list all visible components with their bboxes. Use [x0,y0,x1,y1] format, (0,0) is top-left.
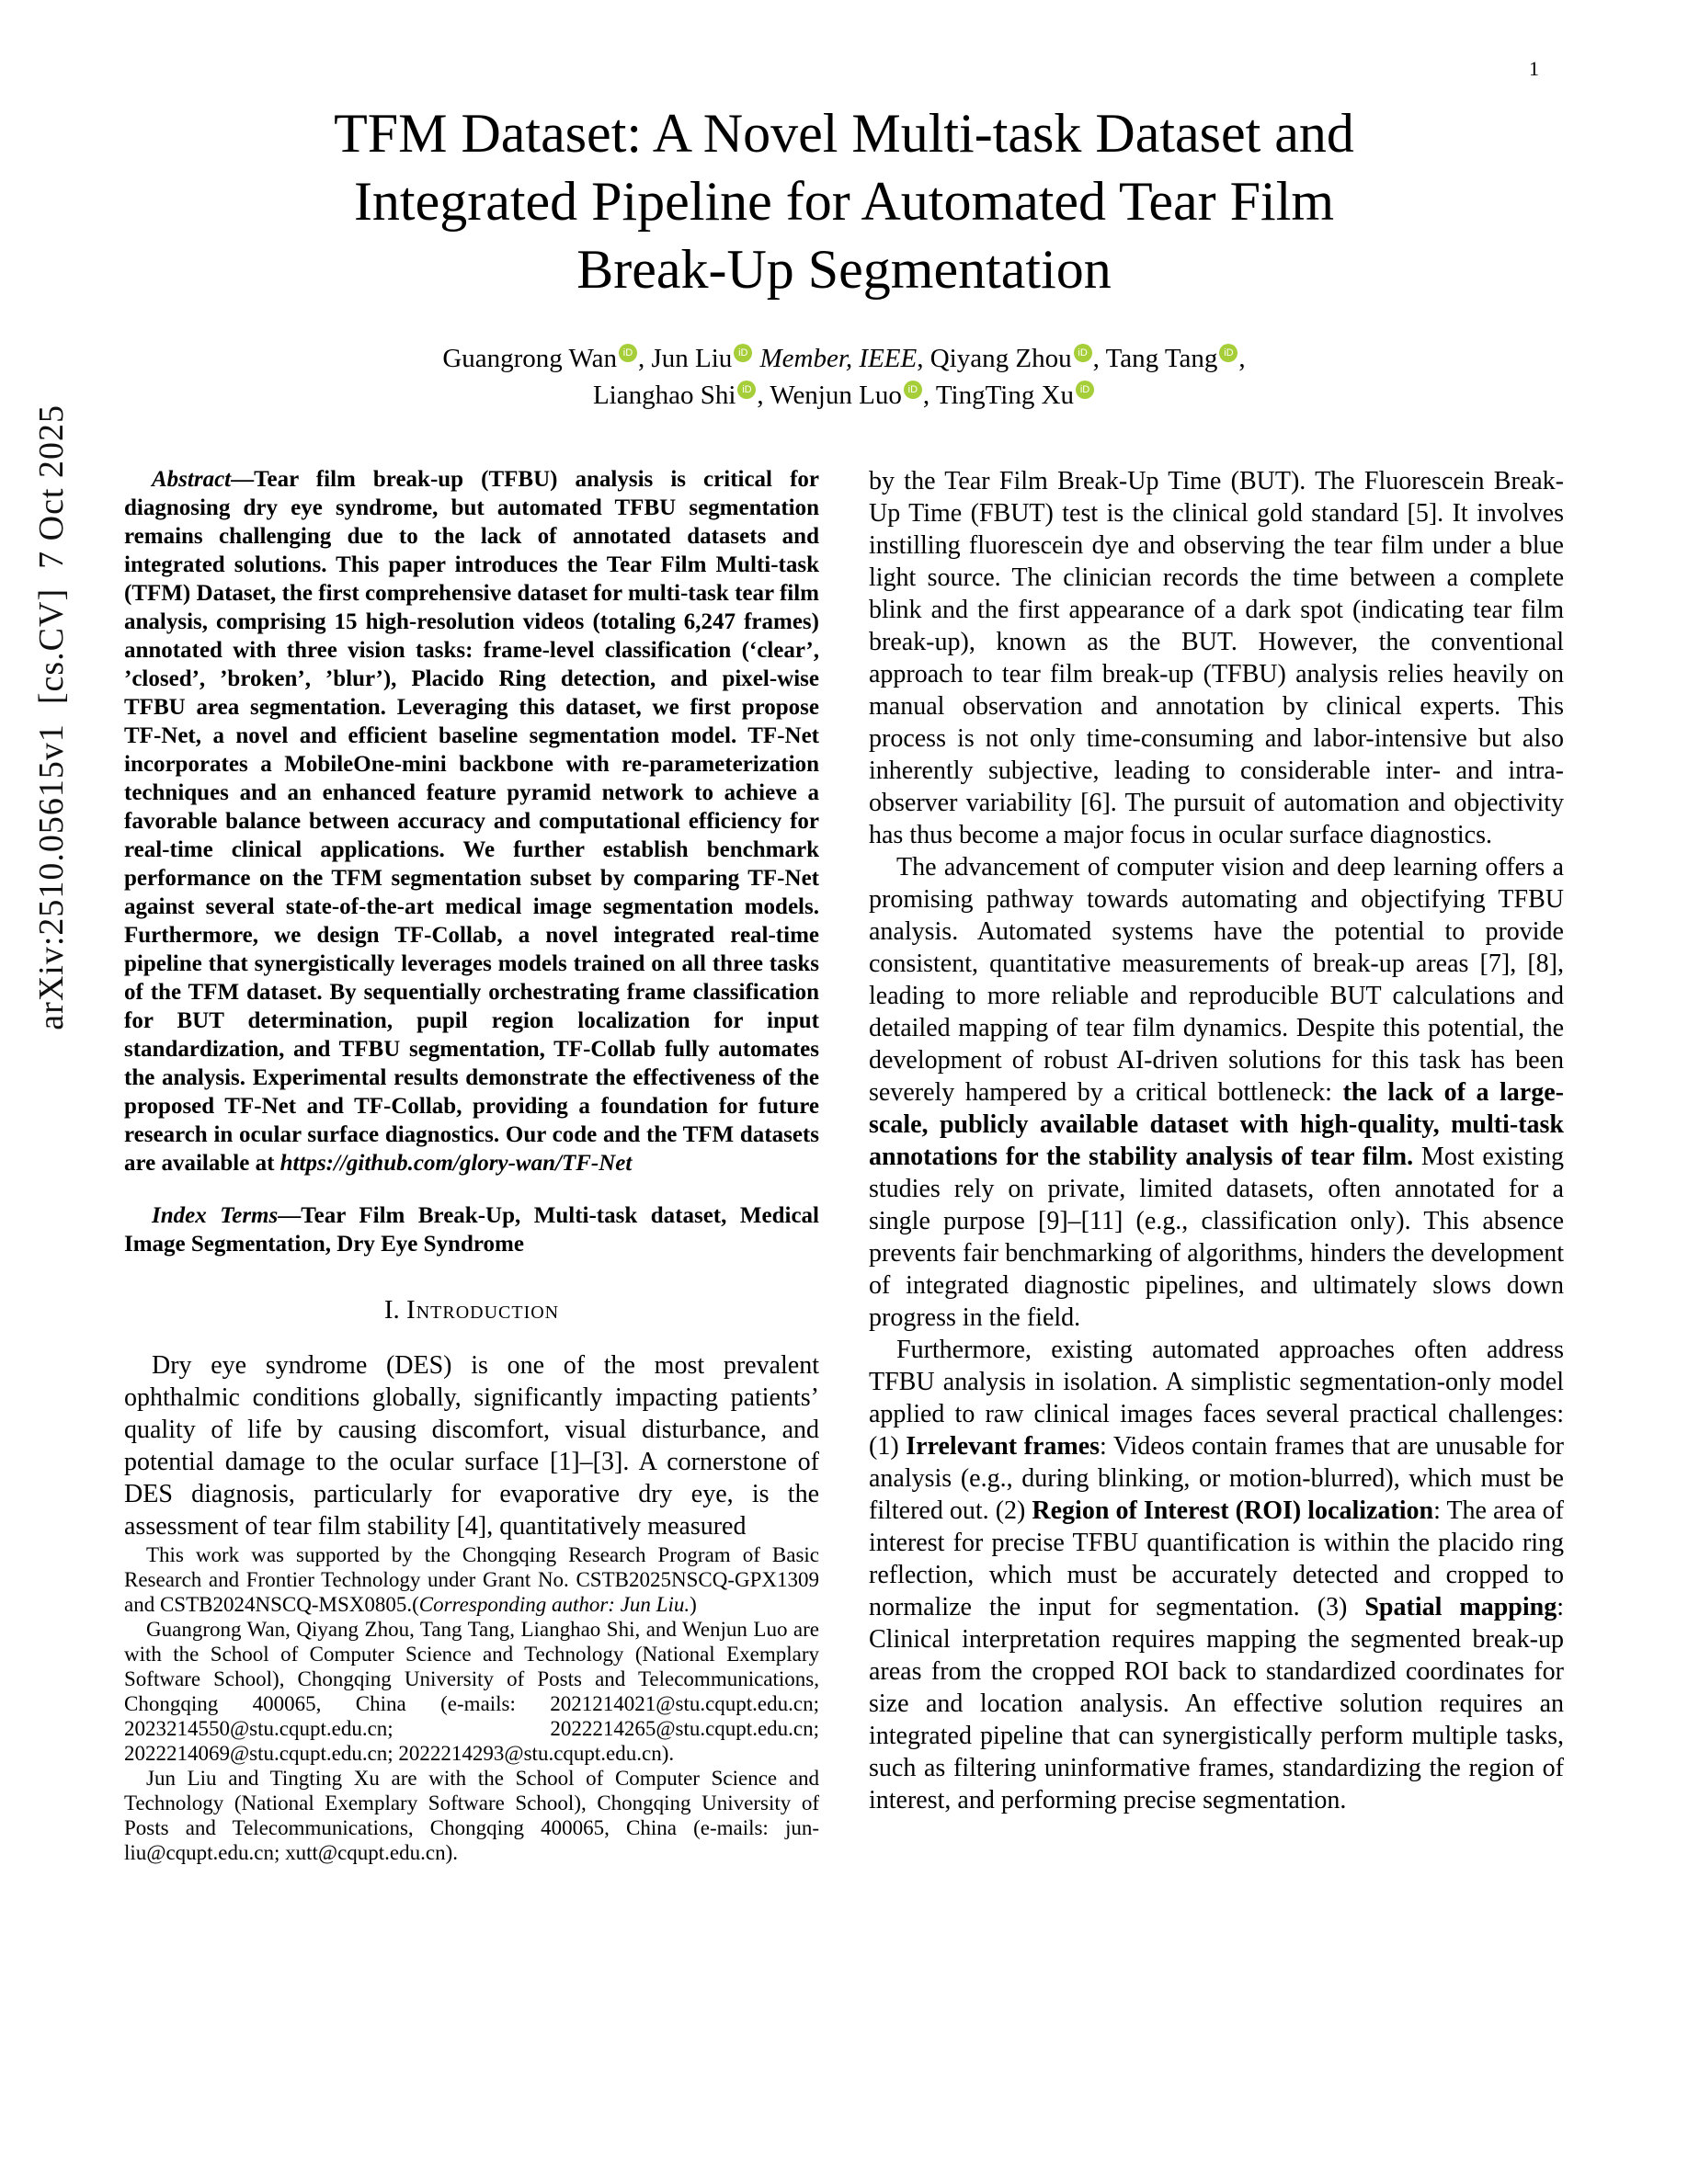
text-segment: —Tear Film Break-Up, Multi-task dataset, Medical Image Segmentation, Dry Eye Syndrome [124,1203,819,1257]
body-paragraph [869,1334,1564,1816]
authors-block [124,340,1564,414]
author-name: Tang Tang [1105,344,1218,373]
text-segment: Index Terms [152,1203,279,1228]
text-segment: ) [690,1593,697,1616]
github-link[interactable]: https://github.com/glory-wan/TF-Net [279,1151,633,1176]
footnotes-block [124,1542,819,1865]
arxiv-banner: arXiv:2510.05615v1 [cs.CV] 7 Oct 2025 [32,404,71,1030]
footnote-affiliation-2: Jun Liu and Tingting Xu are with the School of Computer Science and Technology (National Exemplary Software School), Chongqing University of Posts and Telecommunications, Chongqing 400065, China (e-mails: jun-liu@cqupt.edu.cn; xutt@cqupt.edu.cn). [124,1767,819,1864]
text-segment: Furthermore, existing automated approaches often address TFBU analysis in isolation. A simplistic segmentation-only model applied to raw clinical images faces several practical challenges: (1) [869,1336,1564,1461]
intro-paragraph: Dry eye syndrome (DES) is one of the most prevalent ophthalmic conditions globally, significantly impacting patients’ quality of life by causing discomfort, visual disturbance, and potential damage to the ocular surface [1]–[3]. A cornerstone of DES diagnosis, particularly for evaporative dry eye, is the assessment of tear film stability [4], quantitatively measured [124,1351,819,1541]
text-segment: Abstract [152,467,232,492]
text-segment: : The area of interest for precise TFBU quantification is within the placido ring reflection, which must be accurately detected and cropped to normalize the input for segmentation. (3) [869,1496,1564,1621]
index-terms [124,1201,819,1258]
section-title: Introduction [406,1295,560,1325]
orcid-icon[interactable]: iD [1074,344,1092,362]
footnote-funding [124,1542,819,1617]
text-segment: Region of Interest (ROI) localization [1032,1496,1434,1525]
text-segment: This work was supported by the Chongqing Research Program of Basic Research and Frontier Technology under Grant No. CSTB2025NSCQ-GPX1309 and CSTB2024NSCQ-MSX0805.( [124,1543,819,1616]
page-number: 1 [1529,57,1539,80]
author-line: Guangrong Wan iD , Jun Liu iD Member, IEEE, Qiyang Zhou iD , Tang Tang iD , [442,344,1246,373]
two-column-body [124,465,1564,1865]
title-line: Break-Up Segmentation [576,239,1112,300]
text-segment: —Tear film break-up (TFBU) analysis is critical for diagnosing dry eye syndrome, but automated TFBU segmentation remains challenging due to the lack of annotated datasets and integrated solutions. This paper introduces the Tear Film Multi-task (TFM) Dataset, the first comprehensive dataset for multi-task tear film analysis, comprising 15 high-resolution videos (totaling 6,247 frames) annotated with three vision tasks: frame-level classification (‘clear’, ’closed’, ’broken’, ’blur’), Placido Ring detection, and pixel-wise TFBU area segmentation. Leveraging this dataset, we first propose TF-Net, a novel and efficient baseline segmentation model. TF-Net incorporates a MobileOne-mini backbone with re-parameterization techniques and an enhanced feature pyramid network to achieve a favorable balance between accuracy and computational efficiency for real-time clinical applications. We further establish benchmark performance on the TFM segmentation subset by comparing TF-Net against several state-of-the-art medical image segmentation models. Furthermore, we design TF-Collab, a novel integrated real-time pipeline that synergistically leverages models trained on all three tasks of the TFM dataset. By sequentially orchestrating frame classification for BUT determination, pupil region localization for input standardization, and TFBU segmentation, TF-Collab fully automates the analysis. Experimental results demonstrate the effectiveness of the proposed TF-Net and TF-Collab, providing a foundation for future research in ocular surface diagnostics. Our code and the TFM datasets are available at [124,467,819,1176]
orcid-icon[interactable]: iD [1076,381,1094,399]
text-segment: : Videos contain frames that are unusable for analysis (e.g., during blinking, or motion-blurred), which must be filtered out. (2) [869,1432,1565,1525]
body-paragraph [869,851,1564,1334]
text-segment: Irrelevant frames [906,1432,1101,1461]
text-segment: The advancement of computer vision and deep learning offers a promising pathway towards automating and objectifying TFBU analysis. Automated systems have the potential to provide consistent, quantitative measurements of break-up areas [7], [8], leading to more reliable and reproducible BUT calculations and detailed mapping of tear film dynamics. Despite this potential, the development of robust AI-driven solutions for this task has been severely hampered by a critical bottleneck: [869,853,1564,1107]
text-segment: Corresponding author: Jun Liu. [418,1593,690,1616]
right-column [869,465,1564,1865]
text-segment: Most existing studies rely on private, limited datasets, often annotated for a single purpose [9]–[11] (e.g., classification only). This absence prevents fair benchmarking of algorithms, hinders the development of integrated diagnostic pipelines, and ultimately slows down progress in the field. [869,1143,1564,1332]
left-column [124,465,819,1865]
orcid-icon[interactable]: iD [904,381,922,399]
orcid-icon[interactable]: iD [619,344,637,362]
author-name: Wenjun Luo [770,381,902,410]
author-line: Lianghao Shi iD , Wenjun Luo iD , TingTing Xu iD [124,377,1564,414]
orcid-icon[interactable]: iD [734,344,752,362]
body-paragraph: by the Tear Film Break-Up Time (BUT). The Fluorescein Break-Up Time (FBUT) test is the clinical gold standard [5]. It involves instilling fluorescein dye and observing the tear film under a blue light source. The clinician records the time between a complete blink and the first appearance of a dark spot (indicating tear film break-up), known as the BUT. However, the conventional approach to tear film break-up (TFBU) analysis relies heavily on manual observation and annotation by clinical experts. This process is not only time-consuming and labor-intensive but also inherently subjective, leading to considerable inter- and intra-observer variability [6]. The pursuit of automation and objectivity has thus become a major focus in ocular surface diagnostics. [869,467,1564,849]
author-name: Lianghao Shi [592,381,736,410]
text-segment: the lack of a large-scale, publicly available dataset with high-quality, multi-task annotations for the stability analysis of tear film. [869,1078,1564,1171]
author-name: TingTing Xu [935,381,1075,410]
author-name: Guangrong Wan [442,344,617,373]
section-number: I. [383,1295,400,1325]
section-heading-introduction [124,1295,819,1325]
author-name: Jun Liu [651,344,733,373]
author-name: Qiyang Zhou [930,344,1072,373]
orcid-icon[interactable]: iD [1219,344,1237,362]
abstract [124,465,819,1177]
title-line: TFM Dataset: A Novel Multi-task Dataset and [334,103,1354,164]
text-segment: : Clinical interpretation requires mapping the segmented break-up areas from the cropped ROI back to standardized coordinates for size and location analysis. An effective solution requires an integrated pipeline that can synergistically perform multiple tasks, such as filtering uninformative frames, standardizing the region of interest, and performing precise segmentation. [869,1593,1564,1814]
orcid-icon[interactable]: iD [737,381,756,399]
title-line: Integrated Pipeline for Automated Tear Film [353,171,1335,232]
footnote-affiliation-1: Guangrong Wan, Qiyang Zhou, Tang Tang, Lianghao Shi, and Wenjun Luo are with the School of Computer Science and Technology (National Exemplary Software School), Chongqing University of Posts and Telecommunications, Chongqing 400065, China (e-mails: 2021214021@stu.cqupt.edu.cn; 2023214550@stu.cqupt.edu.cn; 2022214265@stu.cqupt.edu.cn; 2022214069@stu.cqupt.edu.cn; 2022214293@stu.cqupt.edu.cn). [124,1618,819,1765]
author-role: Member, IEEE [753,344,918,373]
paper-title [124,99,1564,303]
text-segment: Spatial mapping [1364,1593,1557,1621]
